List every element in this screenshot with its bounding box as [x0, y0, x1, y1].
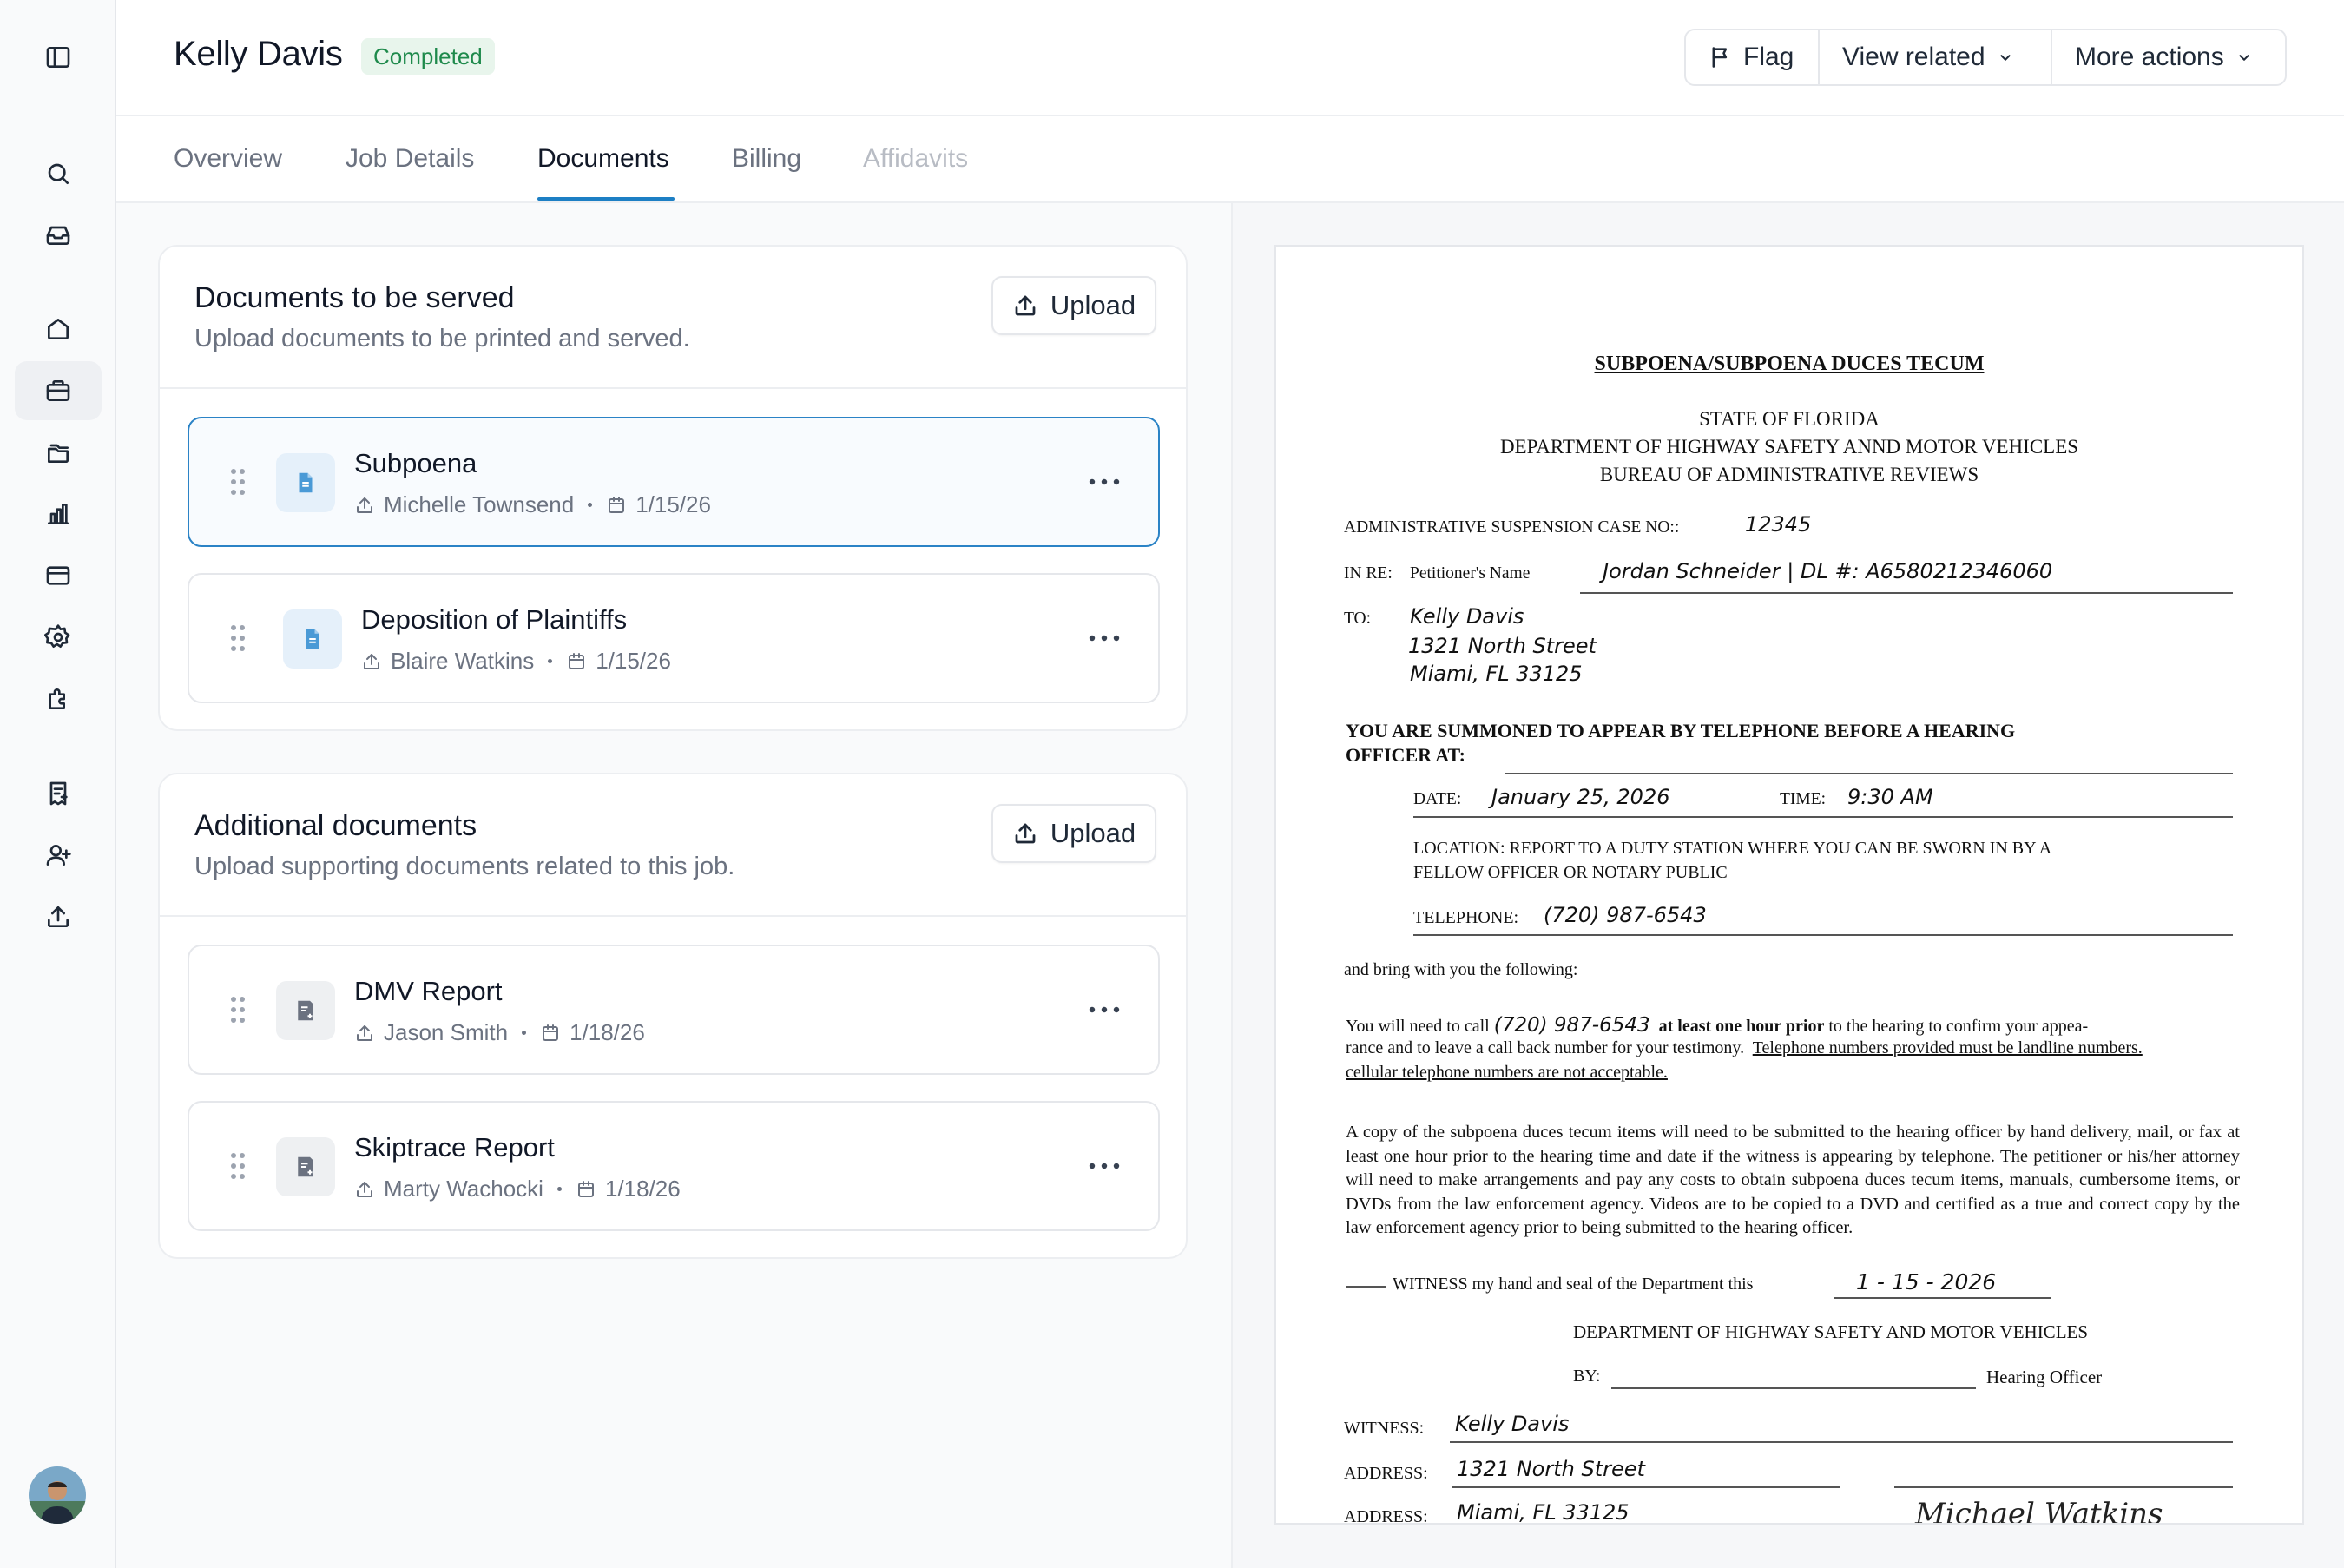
flag-button[interactable] [1686, 30, 1820, 84]
case-number: 12345 [1745, 512, 1812, 537]
department-line: DEPARTMENT OF HIGHWAY SAFETY AND MOTOR VEHICLES [1573, 1321, 2089, 1342]
call-line1: You will need to call (720) 987-6543 at least one hour prior to the hearing to confirm your appea- [1346, 1014, 2089, 1037]
flag-label: Flag [1743, 43, 1794, 71]
document-date: 1/15/26 [596, 648, 671, 674]
hearing-officer-label: Hearing Officer [1986, 1367, 2103, 1387]
calendar-icon [606, 495, 627, 516]
document-name: DMV Report [354, 976, 503, 1006]
doc-department: DEPARTMENT OF HIGHWAY SAFETY ANND MOTOR VEHICLES [1499, 436, 2079, 458]
recipient-city: Miami, FL 33125 [1410, 662, 1583, 686]
served-documents-card [158, 245, 1188, 731]
underline [1346, 1286, 1386, 1288]
chart-icon[interactable] [15, 484, 102, 544]
underline [1894, 1486, 2233, 1488]
drag-handle-icon[interactable] [229, 1151, 247, 1181]
call-line2: rance and to leave a call back number for your testimony. Telephone numbers provided must be landline numbers. [1346, 1038, 2143, 1057]
document-row-skiptrace-report[interactable] [188, 1101, 1160, 1231]
view-related-label: View related [1842, 43, 1985, 71]
tab-documents[interactable]: Documents [537, 144, 669, 173]
document-name: Deposition of Plaintiffs [361, 604, 628, 635]
by-label: BY: [1573, 1367, 1601, 1386]
upload-label: Upload [1050, 290, 1136, 320]
document-meta [354, 1176, 681, 1202]
gear-icon[interactable] [15, 608, 102, 667]
home-icon[interactable] [15, 300, 102, 359]
more-options-icon[interactable] [1087, 469, 1122, 495]
document-row-subpoena[interactable] [188, 417, 1160, 547]
document-row-deposition[interactable] [188, 573, 1160, 703]
file-icon [276, 453, 335, 512]
additional-title: Additional documents [194, 809, 477, 842]
active-tab-indicator [537, 197, 675, 201]
date-label: DATE: [1413, 790, 1462, 808]
address-label-1: ADDRESS: [1344, 1464, 1428, 1483]
underline [1505, 773, 2233, 774]
copy-paragraph: A copy of the subpoena duces tecum items will need to be submitted to the hearing officer by hand delivery, mail, or fax at least one hour prior to the hearing time and date if the witness is appearing by telephone. The petitioner or his/her attorney will need to make arrangements and pay any costs to obtain subpoena duces tecum items, manuals, cumbersome items, or DVDs from the law enforcement agency. Videos are to be copied to a DVD and certified as a true and correct copy by the law enforcement agency prior to being submitted to the hearing officer. [1346, 1123, 2240, 1237]
upload-icon [1012, 293, 1038, 319]
upload-icon [361, 651, 382, 672]
served-upload-button[interactable] [991, 276, 1156, 335]
meta-separator [588, 503, 592, 507]
document-meta [361, 648, 671, 675]
card-divider [160, 915, 1186, 917]
upload-icon [354, 1023, 375, 1044]
underline [1413, 816, 2233, 818]
receipt-icon[interactable] [15, 764, 102, 823]
upload-icon [354, 1179, 375, 1200]
folders-icon[interactable] [15, 423, 102, 482]
document-preview[interactable] [1274, 245, 2304, 1525]
officer-at-text: OFFICER AT: [1346, 744, 1465, 766]
witness-label: WITNESS: [1344, 1419, 1425, 1438]
search-icon[interactable] [15, 144, 102, 203]
user-avatar[interactable] [29, 1466, 86, 1524]
upload-icon[interactable] [15, 887, 102, 946]
briefcase-icon[interactable] [15, 361, 102, 420]
more-options-icon[interactable] [1087, 997, 1122, 1023]
calendar-icon [576, 1179, 596, 1200]
recipient-street: 1321 North Street [1408, 634, 1597, 658]
location-line1: LOCATION: REPORT TO A DUTY STATION WHERE YOU CAN BE SWORN IN BY A [1413, 839, 2052, 858]
witness-address-1: 1321 North Street [1457, 1457, 1645, 1481]
panel-toggle-icon[interactable] [15, 28, 102, 87]
report-file-icon [276, 1137, 335, 1196]
doc-bureau: BUREAU OF ADMINISTRATIVE REVIEWS [1599, 464, 1979, 485]
tab-bar [116, 116, 2344, 203]
meta-separator [548, 659, 552, 663]
report-file-icon [276, 981, 335, 1040]
document-uploader: Michelle Townsend [384, 491, 575, 517]
document-name: Subpoena [354, 448, 477, 478]
calendar-icon [566, 651, 587, 672]
underline [1413, 934, 2233, 936]
meta-separator [557, 1187, 562, 1191]
document-row-dmv-report[interactable] [188, 945, 1160, 1075]
drag-handle-icon[interactable] [229, 995, 247, 1024]
document-uploader: Marty Wachocki [384, 1176, 543, 1202]
signature: Michael Watkins [1915, 1497, 2163, 1525]
view-related-button[interactable] [1820, 30, 2052, 84]
inre-label: IN RE: [1344, 564, 1393, 583]
chevron-down-icon [2235, 48, 2254, 67]
petitioner-label: Petitioner's Name [1410, 564, 1531, 583]
call-line3: cellular telephone numbers are not acceptable. [1346, 1063, 1668, 1082]
credit-card-icon[interactable] [15, 546, 102, 605]
underline [1580, 592, 2233, 594]
underline [1450, 1441, 2233, 1443]
tab-overview[interactable]: Overview [174, 144, 283, 173]
hearing-date: January 25, 2026 [1491, 785, 1670, 809]
doc-heading: SUBPOENA/SUBPOENA DUCES TECUM [1594, 352, 1985, 375]
upload-icon [1012, 820, 1038, 847]
more-actions-button[interactable] [2052, 30, 2285, 84]
witness-date: 1 - 15 - 2026 [1856, 1269, 1997, 1295]
user-plus-icon[interactable] [15, 826, 102, 885]
calendar-icon [540, 1023, 561, 1044]
documents-panel [116, 203, 1231, 1568]
tab-affidavits: Affidavits [863, 144, 969, 173]
document-date: 1/18/26 [570, 1019, 645, 1045]
card-divider [160, 387, 1186, 389]
underline [1834, 1297, 2051, 1299]
served-subtitle: Upload documents to be printed and served. [194, 325, 690, 352]
recipient-name: Kelly Davis [1410, 604, 1524, 629]
doc-state: STATE OF FLORIDA [1699, 408, 1880, 430]
petitioner-name: Jordan Schneider | DL #: A6580212346060 [1603, 559, 2053, 583]
document-name: Skiptrace Report [354, 1132, 555, 1163]
document-date: 1/18/26 [604, 1176, 681, 1202]
served-title: Documents to be served [194, 281, 515, 314]
inbox-icon[interactable] [15, 205, 102, 264]
upload-icon [354, 495, 375, 516]
page-header [116, 0, 2344, 116]
additional-upload-button[interactable] [991, 804, 1156, 863]
to-label: TO: [1344, 609, 1372, 628]
more-actions-label: More actions [2075, 43, 2224, 71]
summoned-text: YOU ARE SUMMONED TO APPEAR BY TELEPHONE BEFORE A HEARING [1346, 720, 2016, 741]
document-meta [354, 491, 711, 518]
witness-address-2: Miami, FL 33125 [1457, 1500, 1630, 1525]
page-title: Kelly Davis [174, 35, 343, 73]
drag-handle-icon[interactable] [229, 467, 247, 497]
witness-seal-text: WITNESS my hand and seal of the Department this [1393, 1275, 1754, 1294]
header-actions [1684, 29, 2287, 86]
upload-label: Upload [1050, 818, 1136, 848]
meta-separator [522, 1031, 526, 1035]
document-uploader: Jason Smith [384, 1019, 509, 1045]
more-options-icon[interactable] [1087, 1153, 1122, 1179]
file-icon [283, 609, 342, 669]
additional-subtitle: Upload supporting documents related to this job. [194, 853, 735, 880]
telephone-label: TELEPHONE: [1413, 908, 1519, 927]
document-preview-panel [1231, 203, 2344, 1568]
time-label: TIME: [1780, 790, 1827, 808]
status-badge: Completed [361, 38, 495, 75]
address-label-2: ADDRESS: [1344, 1507, 1428, 1525]
document-uploader: Blaire Watkins [391, 648, 535, 674]
tab-billing[interactable]: Billing [732, 144, 802, 173]
telephone-number: (720) 987-6543 [1544, 903, 1707, 927]
puzzle-icon[interactable] [15, 669, 102, 728]
sidebar [0, 0, 116, 1568]
document-meta [354, 1019, 645, 1046]
case-number-label: ADMINISTRATIVE SUSPENSION CASE NO:: [1344, 518, 1680, 537]
document-date: 1/15/26 [635, 491, 711, 517]
chevron-down-icon [1996, 48, 2015, 67]
signature-line [1611, 1387, 1976, 1389]
flag-icon [1709, 45, 1733, 69]
underline [1452, 1486, 1840, 1488]
additional-documents-card [158, 773, 1188, 1259]
more-options-icon[interactable] [1087, 625, 1122, 651]
location-line2: FELLOW OFFICER OR NOTARY PUBLIC [1413, 863, 1728, 882]
tab-job-details[interactable]: Job Details [346, 144, 475, 173]
bring-text: and bring with you the following: [1344, 960, 1578, 979]
drag-handle-icon[interactable] [229, 623, 247, 653]
witness-name: Kelly Davis [1455, 1412, 1570, 1436]
hearing-time: 9:30 AM [1847, 785, 1933, 809]
